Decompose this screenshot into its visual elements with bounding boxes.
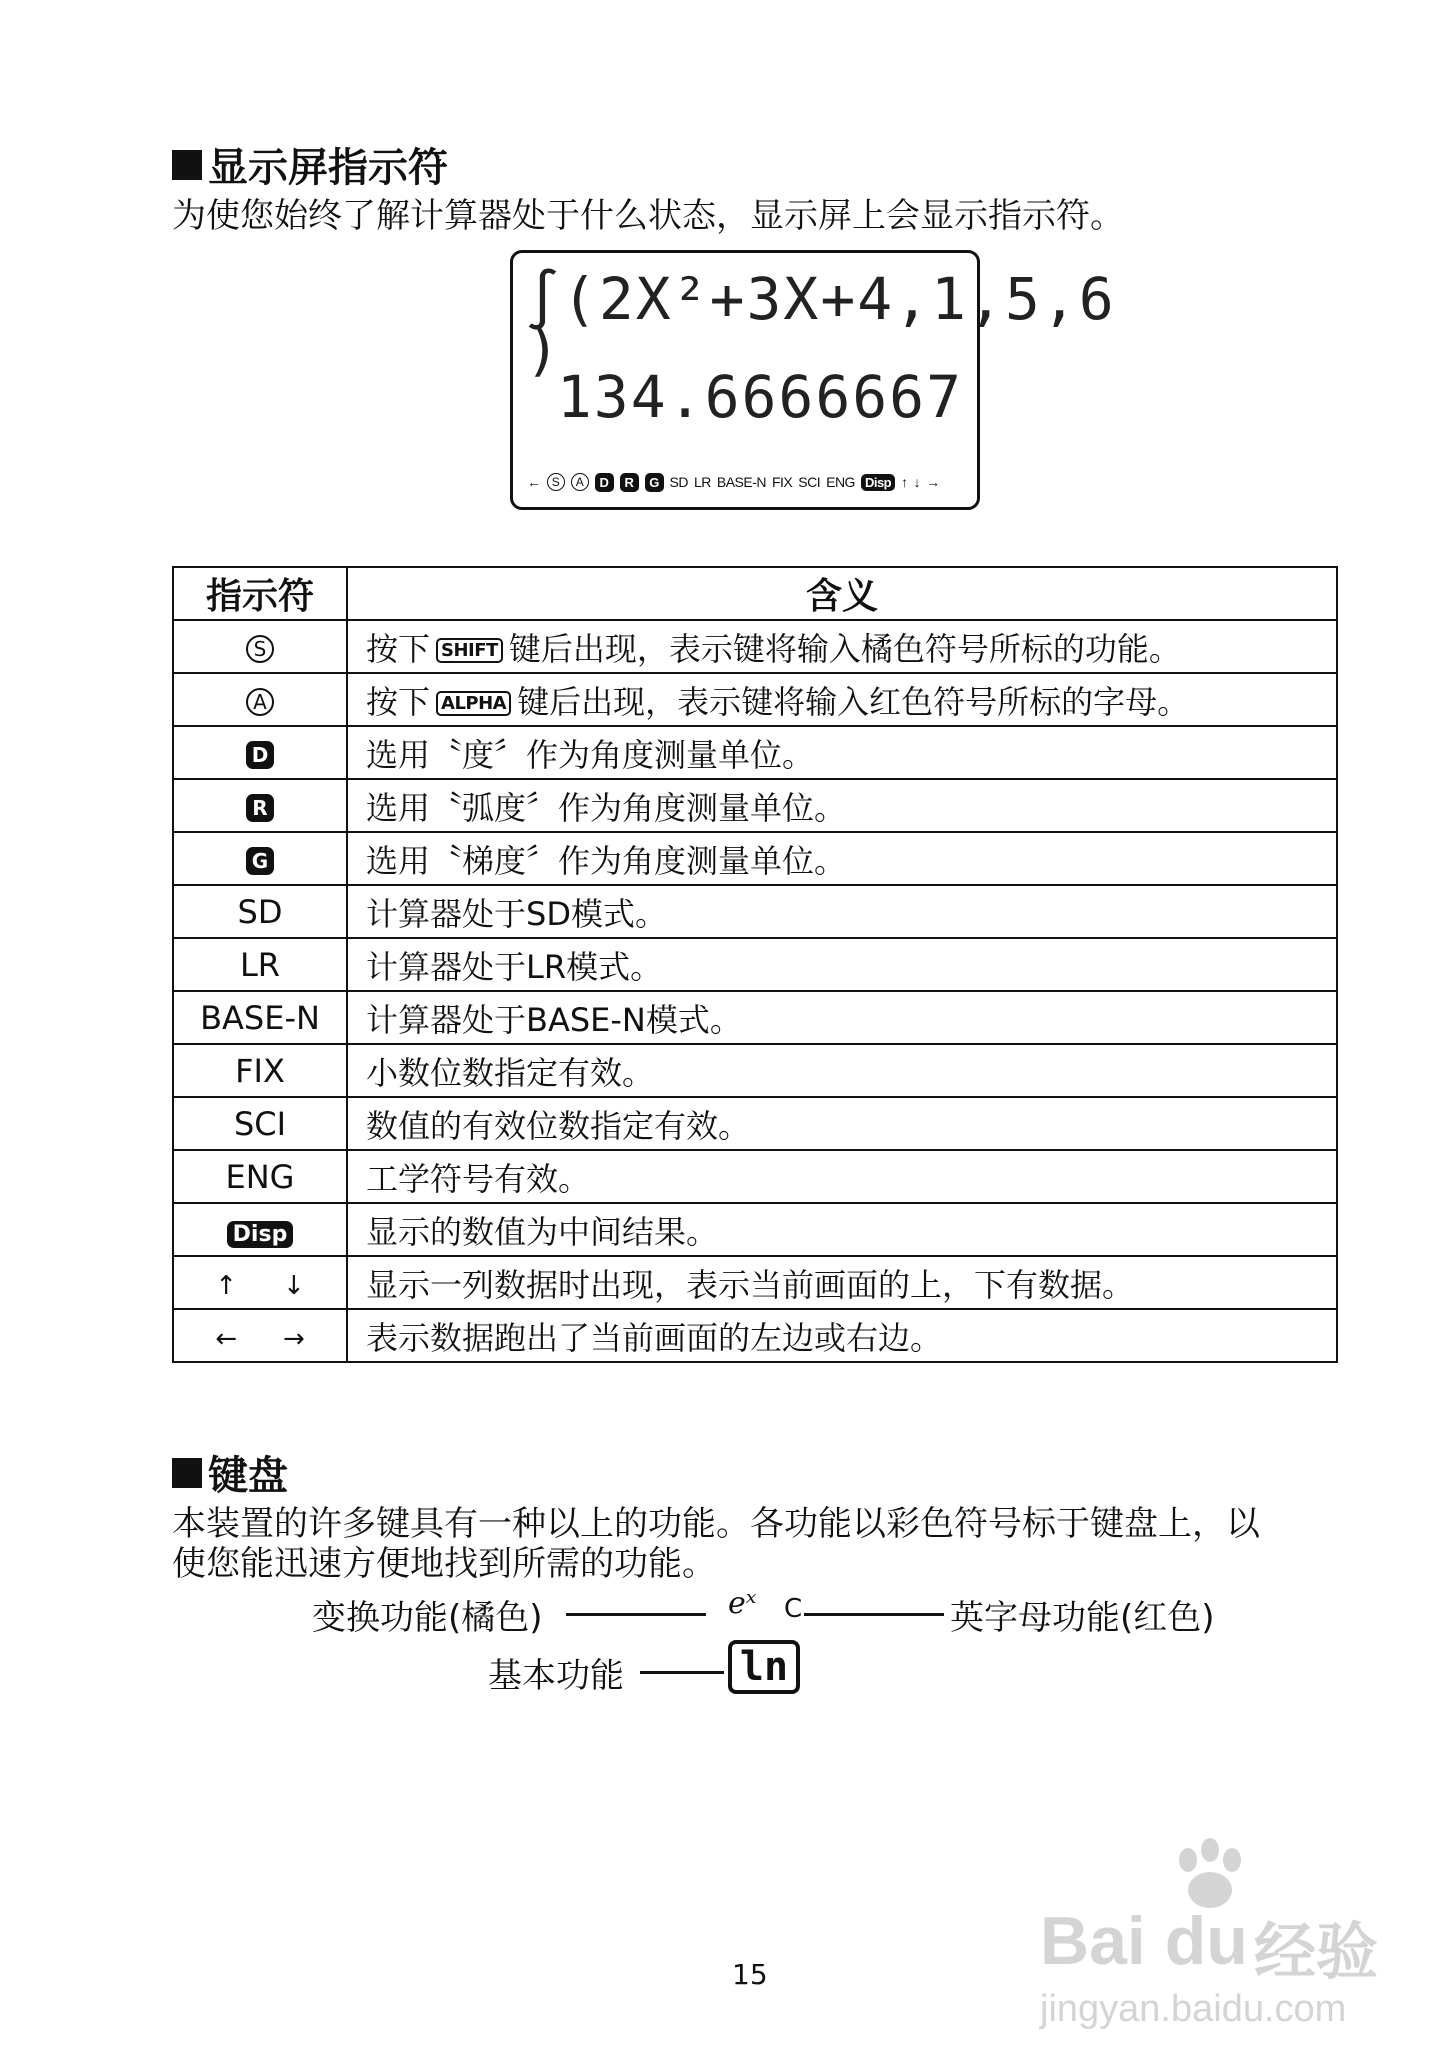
basen-indicator: BASE-N	[716, 474, 766, 490]
table-row	[173, 620, 1337, 673]
sd-indicator: SD	[669, 474, 688, 490]
row-meaning: 显示的数值为中间结果。	[347, 1203, 1337, 1256]
right-arrow-icon: →	[283, 1323, 305, 1354]
watermark-logo: Bai du	[1040, 1903, 1248, 1979]
lcd-display	[510, 250, 1116, 510]
keyboard-paragraph-line1: 本装置的许多键具有一种以上的功能。各功能以彩色符号标于键盘上，以	[172, 1504, 1260, 1544]
table-row	[173, 1150, 1337, 1203]
indicator-table	[172, 566, 1338, 1363]
intro-paragraph: 为使您始终了解计算器处于什么状态，显示屏上会显示指示符。	[172, 196, 1124, 236]
lcd-indicator-bar	[527, 469, 967, 495]
table-row	[173, 991, 1337, 1044]
row-meaning: 选用〝梯度〞作为角度测量单位。	[347, 832, 1337, 885]
eng-indicator: ENG	[826, 474, 855, 490]
section-title-keyboard	[172, 1444, 288, 1501]
row-meaning: 小数位数指定有效。	[347, 1044, 1337, 1097]
row-indicator: ENG	[173, 1150, 347, 1203]
row-meaning: 表示数据跑出了当前画面的左边或右边。	[347, 1309, 1337, 1362]
watermark-url: jingyan.baidu.com	[1040, 1988, 1347, 2030]
shift-function-label: 变换功能(橘色)	[312, 1598, 543, 1638]
down-arrow-icon: ↓	[283, 1270, 305, 1301]
grad-indicator-icon: G	[246, 847, 274, 875]
table-header-row	[173, 567, 1337, 620]
lcd-expression-line: ∫(2X²+3X+4,1,5,6	[525, 265, 1116, 333]
shift-key-icon: SHIFT	[436, 638, 503, 663]
row-indicator: SD	[173, 885, 347, 938]
table-row	[173, 938, 1337, 991]
shift-indicator-icon: S	[246, 635, 274, 663]
degree-indicator-icon: D	[246, 741, 274, 769]
radian-indicator-icon: R	[246, 794, 274, 822]
alpha-key-icon: ALPHA	[436, 691, 511, 716]
up-arrow-icon: ↑	[901, 474, 908, 490]
alpha-leader-line	[804, 1613, 944, 1616]
row-indicator: LR	[173, 938, 347, 991]
row-meaning: 键后出现，表示键将输入红色符号所标的字母。	[517, 682, 1190, 721]
row-meaning: 键后出现，表示键将输入橘色符号所标的功能。	[508, 629, 1181, 668]
table-row	[173, 673, 1337, 726]
down-arrow-icon: ↓	[913, 474, 921, 490]
disp-indicator-icon: Disp	[861, 474, 895, 491]
shift-symbol: eˣ	[728, 1586, 757, 1621]
table-row	[173, 1044, 1337, 1097]
table-row	[173, 1309, 1337, 1362]
row-indicator: BASE-N	[173, 991, 347, 1044]
square-bullet-icon	[172, 1458, 202, 1488]
section-title-text: 键盘	[208, 1453, 288, 1499]
table-row	[173, 726, 1337, 779]
basic-function-label: 基本功能	[488, 1656, 624, 1696]
row-meaning: 工学符号有效。	[347, 1150, 1337, 1203]
left-arrow-icon: ←	[527, 474, 541, 490]
row-meaning: 计算器处于SD模式。	[347, 885, 1337, 938]
watermark-logo-cn: 经验	[1254, 1915, 1379, 1988]
lr-indicator: LR	[693, 474, 711, 490]
radian-indicator-icon: R	[620, 473, 639, 492]
left-arrow-icon: ←	[215, 1323, 237, 1354]
alpha-function-label: 英字母功能(红色)	[950, 1598, 1215, 1638]
grad-indicator-icon: G	[645, 473, 664, 492]
alpha-indicator-icon: A	[246, 688, 274, 716]
table-row	[173, 885, 1337, 938]
row-indicator: FIX	[173, 1044, 347, 1097]
table-row	[173, 1203, 1337, 1256]
fix-indicator: FIX	[771, 474, 793, 490]
page-number: 15	[732, 1958, 768, 1991]
baidu-watermark	[1020, 1838, 1440, 2058]
section-title-text: 显示屏指示符	[208, 145, 448, 191]
header-meaning: 含义	[347, 567, 1337, 620]
lcd-result: 134.6666667	[556, 363, 963, 431]
disp-indicator-icon: Disp	[227, 1221, 294, 1248]
row-meaning: 计算器处于LR模式。	[347, 938, 1337, 991]
alpha-symbol: C	[784, 1594, 803, 1624]
alpha-indicator-icon: A	[571, 473, 589, 491]
header-indicator: 指示符	[173, 567, 347, 620]
keyboard-paragraph-line2: 使您能迅速方便地找到所需的功能。	[172, 1544, 716, 1584]
shift-leader-line	[566, 1613, 706, 1616]
table-row	[173, 1256, 1337, 1309]
row-text-pre: 按下	[366, 682, 431, 721]
row-text-pre: 按下	[366, 629, 431, 668]
right-arrow-icon: →	[926, 474, 940, 490]
shift-indicator-icon: S	[547, 473, 565, 491]
table-row	[173, 779, 1337, 832]
up-arrow-icon: ↑	[215, 1270, 237, 1301]
degree-indicator-icon: D	[595, 473, 614, 492]
row-indicator: SCI	[173, 1097, 347, 1150]
row-meaning: 数值的有效位数指定有效。	[347, 1097, 1337, 1150]
table-row	[173, 832, 1337, 885]
square-bullet-icon	[172, 150, 202, 180]
table-row	[173, 1097, 1337, 1150]
ln-key-icon: ln	[728, 1640, 800, 1694]
row-meaning: 选用〝弧度〞作为角度测量单位。	[347, 779, 1337, 832]
basic-leader-line	[640, 1671, 724, 1674]
row-meaning: 选用〝度〞作为角度测量单位。	[347, 726, 1337, 779]
row-meaning: 计算器处于BASE-N模式。	[347, 991, 1337, 1044]
sci-indicator: SCI	[798, 474, 821, 490]
lcd-expression-line-2: )	[525, 315, 562, 383]
paw-icon	[1170, 1838, 1250, 1912]
row-meaning: 显示一列数据时出现，表示当前画面的上，下有数据。	[347, 1256, 1337, 1309]
section-title-display-indicators	[172, 136, 448, 193]
